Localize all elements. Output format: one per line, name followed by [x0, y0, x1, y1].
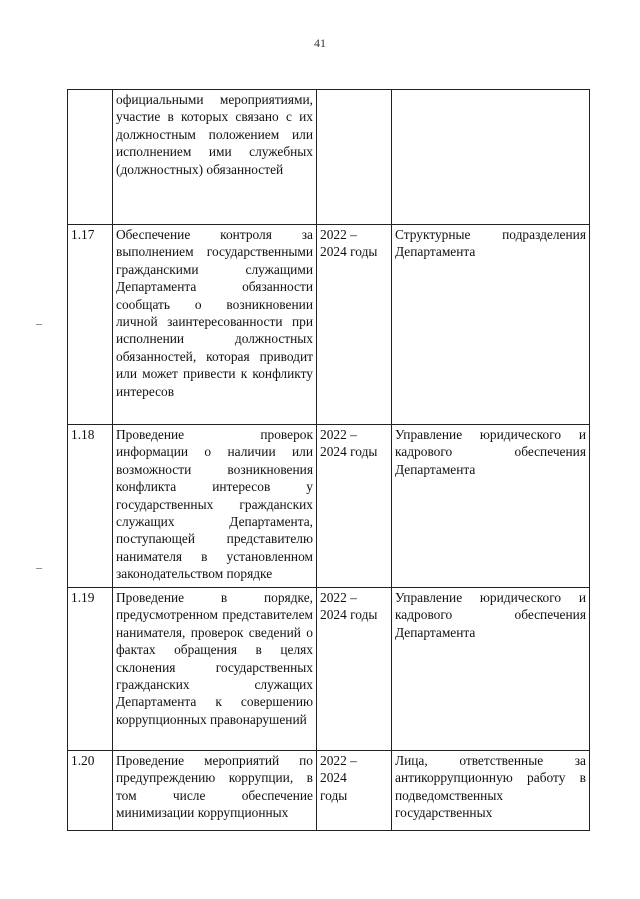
- term-cell: 2022 – 2024 годы: [317, 588, 392, 751]
- table-row: [68, 751, 590, 831]
- margin-mark: –: [36, 316, 42, 330]
- row-number: [68, 90, 113, 225]
- row-number: 1.20: [68, 751, 113, 831]
- responsible-cell: [392, 90, 590, 225]
- table-row: [68, 90, 590, 225]
- term-cell: 2022 – 2024 годы: [317, 425, 392, 588]
- table-row: [68, 225, 590, 425]
- table-row: [68, 425, 590, 588]
- page-number: 41: [314, 36, 326, 50]
- responsible-cell: Управление юридического и кадрового обеспечения Департамента: [392, 425, 590, 588]
- term-cell: 2022 – 2024 годы: [317, 751, 392, 831]
- measures-table: [67, 89, 590, 831]
- measure-description: Проведение мероприятий по предупреждению коррупции, в том числе обеспечение минимизации коррупционных: [113, 751, 317, 831]
- row-number: 1.18: [68, 425, 113, 588]
- measure-description: Проведение проверок информации о наличии или возможности возникновения конфликта интересов у государственных гражданских служащих Департамента, поступающей представителю нанимателя в установленном законодательством порядке: [113, 425, 317, 588]
- responsible-cell: Структурные подразделения Департамента: [392, 225, 590, 425]
- responsible-cell: Лица, ответственные за антикоррупционную работу в подведомственных государственных: [392, 751, 590, 831]
- measure-description: официальными мероприятиями, участие в которых связано с их должностным положением или исполнением ими служебных (должностных) обязанностей: [113, 90, 317, 225]
- measure-description: Обеспечение контроля за выполнением государственными гражданскими служащими Департамента обязанности сообщать о возникновении личной заинтересованности при исполнении должностных обязанностей, которая приводит или может привести к конфликту интересов: [113, 225, 317, 425]
- margin-mark: –: [36, 560, 42, 574]
- measure-description: Проведение в порядке, предусмотренном представителем нанимателя, проверок сведений о фактах обращения в целях склонения государственных гражданских служащих Департамента к совершению коррупционных правонарушений: [113, 588, 317, 751]
- row-number: 1.17: [68, 225, 113, 425]
- term-cell: 2022 – 2024 годы: [317, 225, 392, 425]
- term-cell: [317, 90, 392, 225]
- responsible-cell: Управление юридического и кадрового обеспечения Департамента: [392, 588, 590, 751]
- row-number: 1.19: [68, 588, 113, 751]
- table-row: [68, 588, 590, 751]
